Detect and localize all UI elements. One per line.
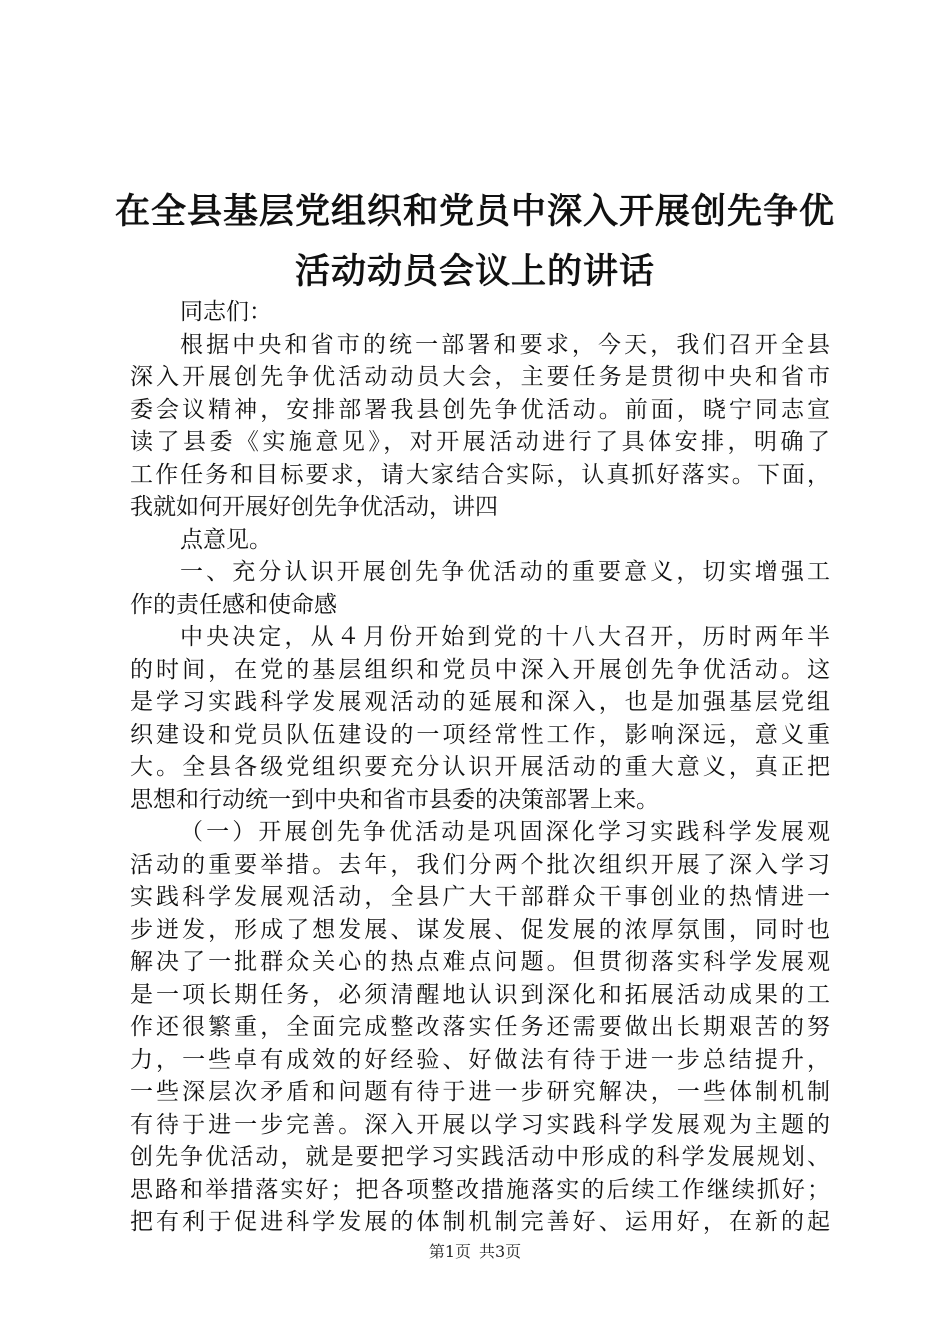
body-line: 是学习实践科学发展观活动的延展和深入，也是加强基层党组 bbox=[130, 689, 830, 715]
body-line: 作还很繁重，全面完成整改落实任务还需要做出长期艰苦的努 bbox=[130, 1014, 830, 1040]
salutation: 同志们： bbox=[180, 299, 272, 325]
body-line: 读了县委《实施意见》，对开展活动进行了具体安排，明确了 bbox=[130, 429, 830, 455]
body-line: 解决了一批群众关心的热点难点问题。但贯彻落实科学发展观 bbox=[130, 949, 830, 975]
body-line: 点意见。 bbox=[180, 526, 272, 553]
document-title-line-2: 活动动员会议上的讲话 bbox=[294, 251, 655, 292]
body-line: 织建设和党员队伍建设的一项经常性工作，影响深远，意义重 bbox=[130, 721, 830, 748]
section-heading-line: 作的责任感和使命感 bbox=[130, 591, 337, 618]
body-line: 思想和行动统一到中央和省市县委的决策部署上来。 bbox=[130, 786, 659, 813]
body-line: 我就如何开展好创先争优活动，讲四 bbox=[130, 494, 498, 520]
body-line: 一些深层次矛盾和问题有待于进一步研究解决，一些体制机制 bbox=[130, 1079, 830, 1105]
body-line: 活动的重要举措。去年，我们分两个批次组织开展了深入学习 bbox=[130, 851, 830, 878]
body-line: 实践科学发展观活动，全县广大干部群众干事创业的热情进一 bbox=[130, 884, 830, 910]
page-number: 第1页 bbox=[428, 1242, 471, 1261]
body-line: 创先争优活动，就是要把学习实践活动中形成的科学发展规划、 bbox=[130, 1144, 830, 1170]
document-title-line-1: 在全县基层党组织和党员中深入开展创先争优 bbox=[114, 191, 835, 232]
body-line: 力，一些卓有成效的好经验、好做法有待于进一步总结提升， bbox=[130, 1046, 830, 1073]
section-heading-line: 一、充分认识开展创先争优活动的重要意义，切实增强工 bbox=[180, 559, 830, 585]
body-line: 大。全县各级党组织要充分认识开展活动的重大意义，真正把 bbox=[130, 754, 830, 780]
body-line: 有待于进一步完善。深入开展以学习实践科学发展观为主题的 bbox=[130, 1111, 830, 1138]
body-line: 深入开展创先争优活动动员大会，主要任务是贯彻中央和省市 bbox=[130, 364, 830, 390]
body-line: （一）开展创先争优活动是巩固深化学习实践科学发展观 bbox=[180, 819, 830, 845]
body-line: 委会议精神，安排部署我县创先争优活动。前面，晓宁同志宣 bbox=[130, 396, 830, 423]
page-total: 共3页 bbox=[479, 1242, 522, 1261]
body-line: 工作任务和目标要求，请大家结合实际，认真抓好落实。下面， bbox=[130, 461, 830, 488]
body-line: 把有利于促进科学发展的体制机制完善好、运用好，在新的起 bbox=[130, 1209, 830, 1235]
body-line: 的时间，在党的基层组织和党员中深入开展创先争优活动。这 bbox=[130, 656, 830, 683]
document-body bbox=[130, 296, 830, 1239]
body-line: 思路和举措落实好；把各项整改措施落实的后续工作继续抓好； bbox=[130, 1176, 830, 1203]
body-line: 根据中央和省市的统一部署和要求，今天，我们召开全县 bbox=[180, 331, 830, 358]
body-line: 步迸发，形成了想发展、谋发展、促发展的浓厚氛围，同时也 bbox=[130, 916, 830, 943]
page-footer bbox=[0, 1242, 950, 1262]
body-line: 是一项长期任务，必须清醒地认识到深化和拓展活动成果的工 bbox=[130, 981, 830, 1008]
body-line: 中央决定，从４月份开始到党的十八大召开，历时两年半 bbox=[180, 624, 830, 650]
